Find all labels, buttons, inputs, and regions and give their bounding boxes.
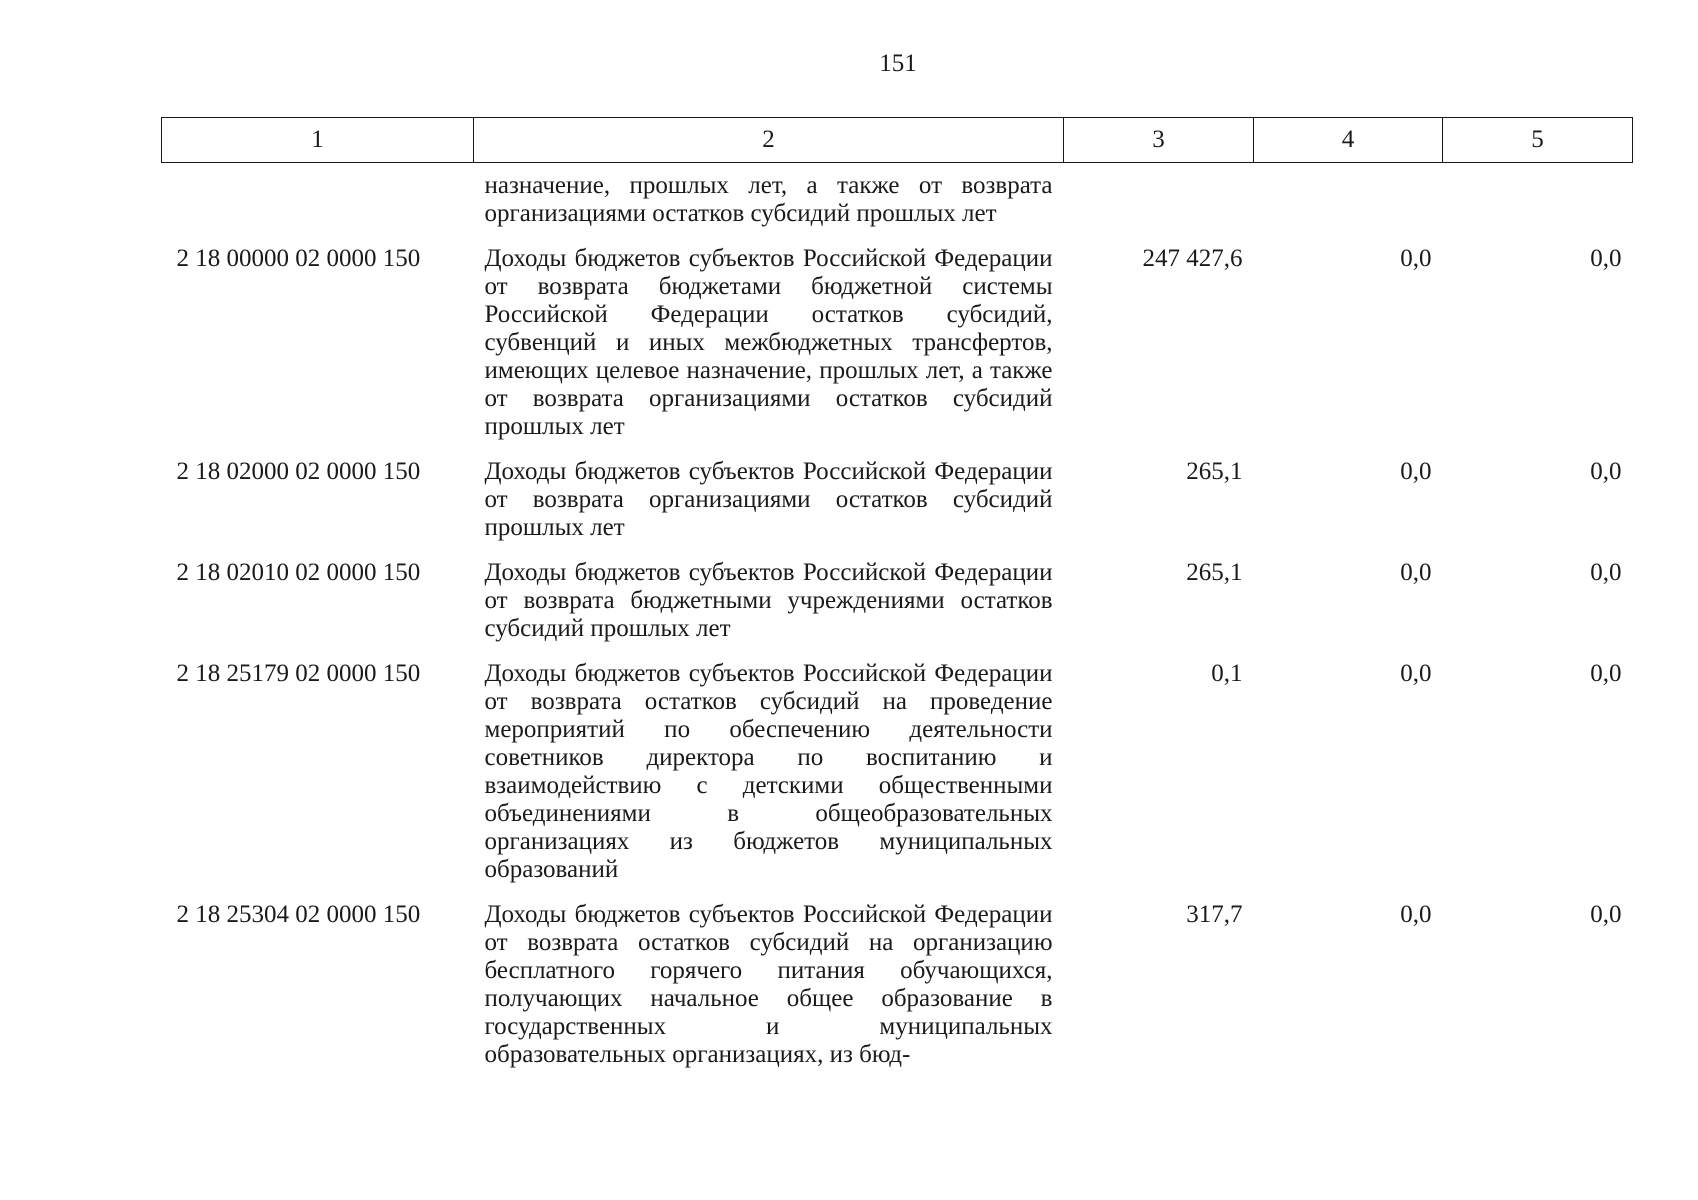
row-code: 2 18 02000 02 0000 150 xyxy=(176,458,421,485)
column-header-5: 5 xyxy=(1443,118,1633,163)
header-row xyxy=(162,118,1633,163)
row-description: назначение, прошлых лет, а также от возврата организациями остатков субсидий прошлых лет xyxy=(484,172,1053,227)
row-code xyxy=(162,163,474,246)
row-value-col4: 0,0 xyxy=(1400,245,1432,272)
row-value-col3: 265,1 xyxy=(1186,559,1243,586)
row-value-col5: 0,0 xyxy=(1590,559,1622,586)
row-description: Доходы бюджетов субъектов Российской Федерации от возврата остатков субсидий на проведение мероприятий по обеспечению деятельности советников директора по воспитанию и взаимодействию с детскими общественными объединениями в общеобразовательных организациях из бюджетов муниципальных образований xyxy=(484,660,1053,883)
table-row xyxy=(162,559,1633,660)
row-description: Доходы бюджетов субъектов Российской Федерации от возврата бюджетами бюджетной системы Российской Федерации остатков субсидий, субвенций и иных межбюджетных трансфертов, имеющих целевое назначение, прошлых лет, а также от возврата организациями остатков субсидий прошлых лет xyxy=(484,245,1053,440)
page-number: 151 xyxy=(879,50,917,77)
column-header-2: 2 xyxy=(474,118,1064,163)
row-value-col3: 0,1 xyxy=(1211,660,1243,687)
row-code: 2 18 00000 02 0000 150 xyxy=(176,245,421,272)
budget-table xyxy=(161,117,1633,1086)
table-header xyxy=(162,118,1633,163)
row-value-col5: 0,0 xyxy=(1590,660,1622,687)
table-row xyxy=(162,901,1633,1086)
row-code: 2 18 25179 02 0000 150 xyxy=(176,660,421,687)
row-value-col4: 0,0 xyxy=(1400,559,1432,586)
row-value-col3 xyxy=(1064,163,1254,246)
table-row xyxy=(162,245,1633,458)
row-description: Доходы бюджетов субъектов Российской Федерации от возврата остатков субсидий на организацию бесплатного горячего питания обучающихся, получающих начальное общее образование в государственных и муниципальных образовательных организациях, из бюд- xyxy=(484,901,1053,1068)
row-value-col3: 247 427,6 xyxy=(1142,245,1243,272)
row-value-col4: 0,0 xyxy=(1400,458,1432,485)
row-description: Доходы бюджетов субъектов Российской Федерации от возврата бюджетными учреждениями остатков субсидий прошлых лет xyxy=(484,559,1053,642)
row-code: 2 18 02010 02 0000 150 xyxy=(176,559,421,586)
table-row xyxy=(162,163,1633,246)
row-code: 2 18 25304 02 0000 150 xyxy=(176,901,421,928)
row-description: Доходы бюджетов субъектов Российской Федерации от возврата организациями остатков субсидий прошлых лет xyxy=(484,458,1053,541)
row-value-col4: 0,0 xyxy=(1400,660,1432,687)
row-value-col5: 0,0 xyxy=(1590,458,1622,485)
column-header-4: 4 xyxy=(1254,118,1443,163)
column-header-1: 1 xyxy=(162,118,474,163)
row-value-col3: 265,1 xyxy=(1186,458,1243,485)
table-body xyxy=(162,163,1633,1087)
row-value-col4 xyxy=(1254,163,1443,246)
row-value-col3: 317,7 xyxy=(1186,901,1243,928)
row-value-col5 xyxy=(1443,163,1633,246)
row-value-col5: 0,0 xyxy=(1590,245,1622,272)
row-value-col5: 0,0 xyxy=(1590,901,1622,928)
column-header-3: 3 xyxy=(1064,118,1254,163)
row-value-col4: 0,0 xyxy=(1400,901,1432,928)
table-row xyxy=(162,660,1633,901)
table-row xyxy=(162,458,1633,559)
